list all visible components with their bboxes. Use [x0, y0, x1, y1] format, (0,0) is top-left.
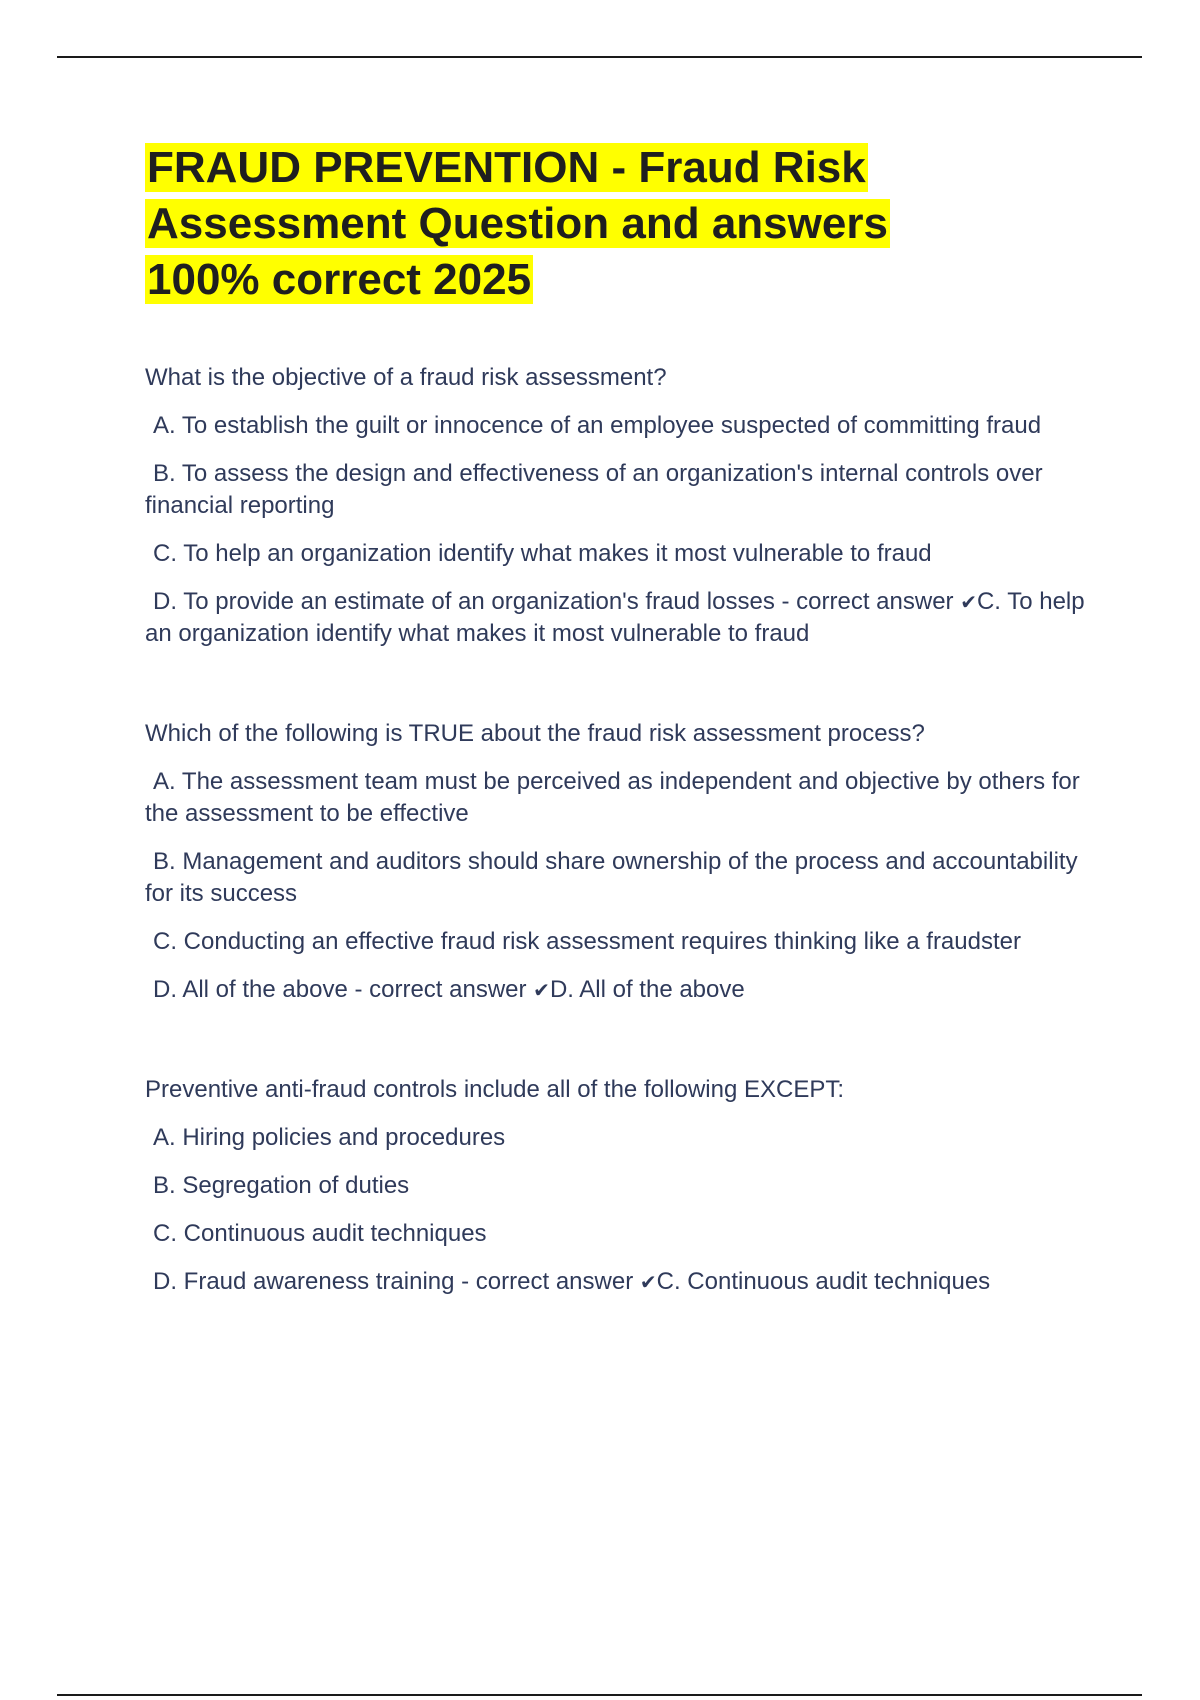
- option-c: [145, 1218, 1095, 1250]
- question-block-2: [145, 718, 1095, 1006]
- question-text: What is the objective of a fraud risk assessment?: [145, 364, 667, 391]
- correct-answer: D. All of the above: [549, 976, 745, 1003]
- option-b: [145, 458, 1095, 522]
- title-line-2: Assessment Question and answers: [147, 199, 888, 248]
- option-text: B. To assess the design and effectiveness of an organization's internal controls over financial reporting: [145, 460, 1043, 519]
- option-a: [145, 410, 1095, 442]
- option-d-with-answer: [145, 974, 1095, 1006]
- bottom-divider: [57, 1694, 1142, 1696]
- option-text: C. Continuous audit techniques: [153, 1220, 487, 1247]
- title-line-1: FRAUD PREVENTION - Fraud Risk: [147, 143, 866, 192]
- question-block-3: [145, 1074, 1095, 1298]
- option-c: [145, 538, 1095, 570]
- option-b: [145, 846, 1095, 910]
- option-text: C. Conducting an effective fraud risk assessment requires thinking like a fraudster: [153, 928, 1021, 955]
- option-text: B. Segregation of duties: [153, 1172, 410, 1199]
- option-c: [145, 926, 1095, 958]
- option-text: D. To provide an estimate of an organization's fraud losses - correct answer: [153, 588, 961, 615]
- option-a: [145, 766, 1095, 830]
- option-d-with-answer: [145, 586, 1095, 650]
- option-text: A. To establish the guilt or innocence of an employee suspected of committing fraud: [153, 412, 1042, 439]
- question-text: Which of the following is TRUE about the fraud risk assessment process?: [145, 720, 925, 747]
- document-page: [145, 140, 1095, 1366]
- question-text: Preventive anti-fraud controls include all of the following EXCEPT:: [145, 1076, 845, 1103]
- option-text: D. Fraud awareness training - correct answer: [153, 1268, 640, 1295]
- correct-answer: C. To help an organization identify what makes it most vulnerable to fraud: [145, 588, 1085, 647]
- document-title: [145, 140, 1095, 308]
- correct-answer: C. Continuous audit techniques: [656, 1268, 991, 1295]
- option-a: [145, 1122, 1095, 1154]
- option-b: [145, 1170, 1095, 1202]
- top-divider: [57, 56, 1142, 58]
- option-text: A. Hiring policies and procedures: [153, 1124, 506, 1151]
- option-d-with-answer: [145, 1266, 1095, 1298]
- option-text: A. The assessment team must be perceived as independent and objective by others for the assessment to be effective: [145, 768, 1080, 827]
- option-text: D. All of the above - correct answer: [153, 976, 534, 1003]
- option-text: C. To help an organization identify what makes it most vulnerable to fraud: [153, 540, 932, 567]
- title-line-3: 100% correct 2025: [147, 255, 532, 304]
- check-icon: ✔: [960, 590, 977, 614]
- option-text: B. Management and auditors should share ownership of the process and accountability for its success: [145, 848, 1078, 907]
- check-icon: ✔: [639, 1270, 657, 1294]
- check-icon: ✔: [533, 978, 550, 1002]
- question-block-1: [145, 362, 1095, 650]
